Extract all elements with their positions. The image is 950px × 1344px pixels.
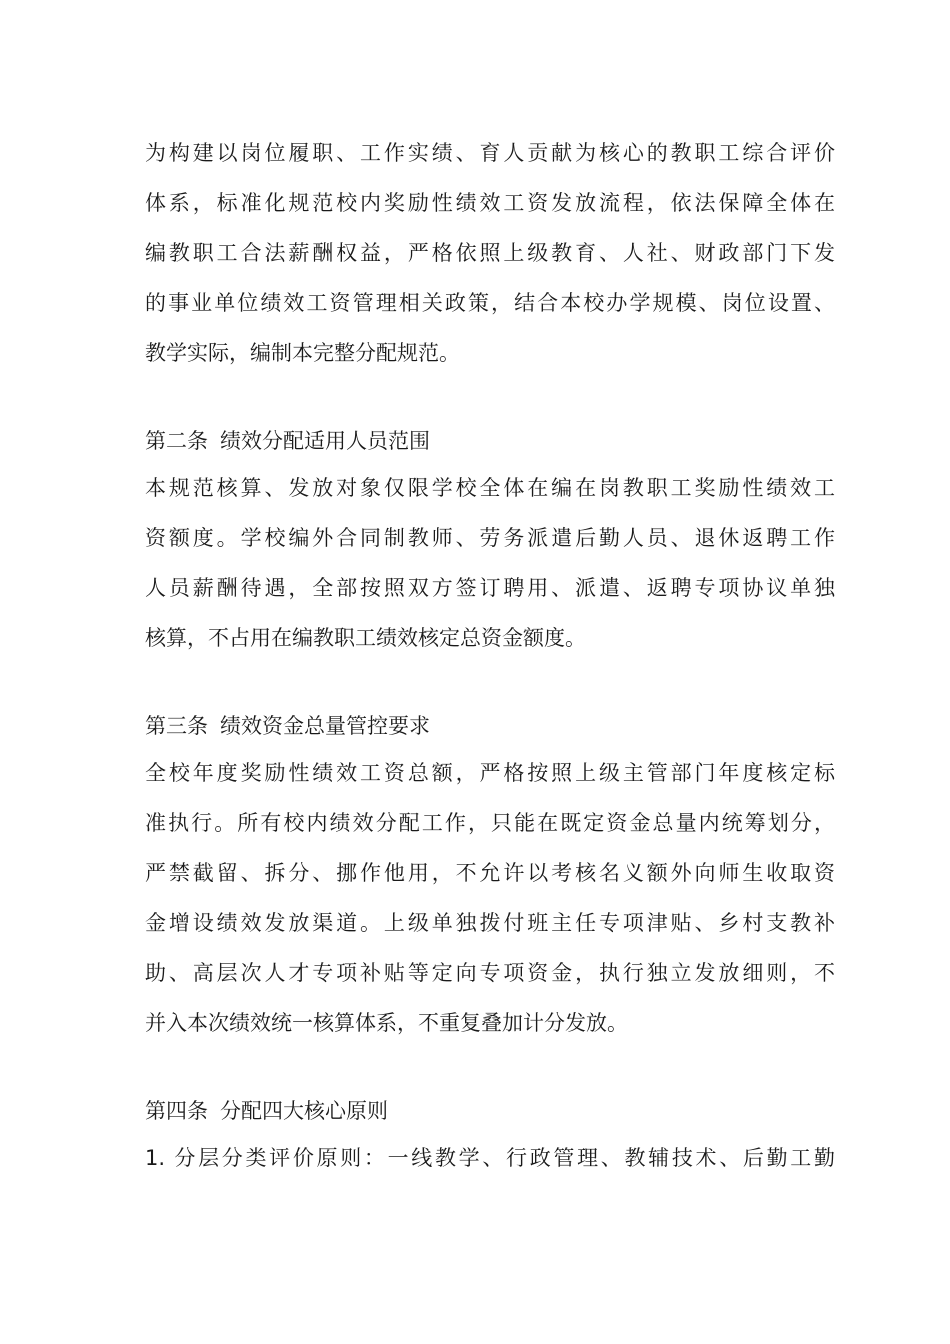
article-3-title: 绩效资金总量管控要求 bbox=[220, 714, 430, 738]
intro-line: 体系，标准化规范校内奖励性绩效工资发放流程，依法保障全体在 bbox=[145, 191, 835, 215]
intro-line: 为构建以岗位履职、工作实绩、育人贡献为核心的教职工综合评价 bbox=[145, 141, 835, 165]
article-4-number: 第四条 bbox=[145, 1099, 208, 1123]
intro-paragraph bbox=[145, 128, 835, 378]
article-4-heading bbox=[145, 1086, 835, 1136]
article-3-heading bbox=[145, 701, 835, 751]
document-body bbox=[145, 128, 835, 1183]
article-2-line: 资额度。学校编外合同制教师、劳务派遣后勤人员、退休返聘工作 bbox=[145, 526, 835, 550]
intro-line: 教学实际，编制本完整分配规范。 bbox=[145, 341, 460, 365]
intro-line: 编教职工合法薪酬权益，严格依照上级教育、人社、财政部门下发 bbox=[145, 241, 835, 265]
intro-line: 的事业单位绩效工资管理相关政策，结合本校办学规模、岗位设置、 bbox=[145, 291, 835, 315]
article-3-line: 并入本次绩效统一核算体系，不重复叠加计分发放。 bbox=[145, 1011, 628, 1035]
article-2-title: 绩效分配适用人员范围 bbox=[220, 429, 430, 453]
article-3-paragraph bbox=[145, 748, 835, 1048]
article-2-line: 本规范核算、发放对象仅限学校全体在编在岗教职工奖励性绩效工 bbox=[145, 476, 835, 500]
article-2-paragraph bbox=[145, 463, 835, 663]
article-3-line: 准执行。所有校内绩效分配工作，只能在既定资金总量内统筹划分， bbox=[145, 811, 835, 835]
article-3-line: 助、高层次人才专项补贴等定向专项资金，执行独立发放细则，不 bbox=[145, 961, 835, 985]
article-3-line: 全校年度奖励性绩效工资总额，严格按照上级主管部门年度核定标 bbox=[145, 761, 835, 785]
article-2-number: 第二条 bbox=[145, 429, 208, 453]
article-2-line: 核算，不占用在编教职工绩效核定总资金额度。 bbox=[145, 626, 586, 650]
article-3-line: 严禁截留、拆分、挪作他用，不允许以考核名义额外向师生收取资 bbox=[145, 861, 835, 885]
article-4-line: 1. 分层分类评价原则：一线教学、行政管理、教辅技术、后勤工勤 bbox=[145, 1146, 835, 1170]
article-4-paragraph bbox=[145, 1133, 835, 1183]
article-2-line: 人员薪酬待遇，全部按照双方签订聘用、派遣、返聘专项协议单独 bbox=[145, 576, 835, 600]
article-2-heading bbox=[145, 416, 835, 466]
article-4-title: 分配四大核心原则 bbox=[220, 1099, 388, 1123]
article-3-number: 第三条 bbox=[145, 714, 208, 738]
article-3-line: 金增设绩效发放渠道。上级单独拨付班主任专项津贴、乡村支教补 bbox=[145, 911, 835, 935]
